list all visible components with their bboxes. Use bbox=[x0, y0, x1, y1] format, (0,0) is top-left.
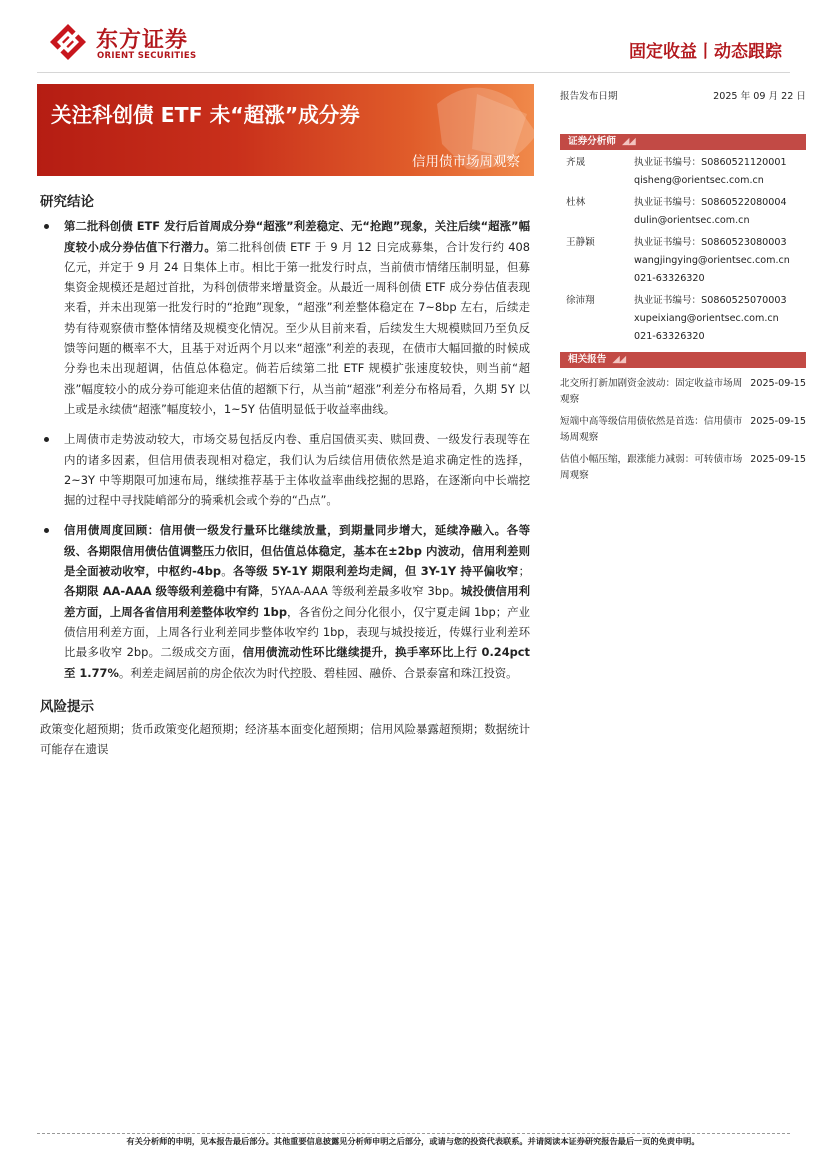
paragraph-body: ，各省份之间分化很小，仅宁夏走阔 1bp；产业债信用利差方面，上周各行业利差同步整体收窄约 1bp，表现与城投接近，传媒行业利差环比最多收窄 2bp。二级成交方面， bbox=[64, 604, 530, 660]
analyst-email[interactable]: qisheng@orientsec.com.cn bbox=[634, 175, 764, 186]
paragraph-emphasis: 各等级 5Y-1Y 期限利差均走阔，但 3Y-1Y 持平偏收窄 bbox=[232, 564, 519, 579]
paragraph-emphasis: 城投债信用利差方面，上周各省信用利差整体收窄约 1bp bbox=[64, 584, 530, 619]
related-report-item[interactable] bbox=[560, 376, 806, 412]
bullet-icon bbox=[44, 437, 49, 442]
related-report-title[interactable]: 短端中高等级信用债依然是首选：信用债市场周观察 bbox=[560, 416, 743, 443]
weekly-review-paragraph bbox=[40, 520, 530, 682]
report-series: 信用债市场周观察 bbox=[412, 154, 520, 170]
paragraph-emphasis: 信用债流动性环比继续提升，换手率环比上行 0.24pct 至 1.77% bbox=[64, 645, 530, 680]
bullet-icon bbox=[44, 528, 49, 533]
analyst-entry bbox=[560, 154, 806, 190]
paragraph-body: 上周债市走势波动较大，市场交易包括反内卷、重启国债买卖、赎回费、一级发行表现等在内的诸多因素，但信用债表现相对稳定，我们认为后续信用债依然是追求确定性的选择，2~3Y 中等期限可加速布局，继续推荐基于主体收益率曲线挖掘的思路，在逐渐向中长端挖掘的过程中寻找陡峭部分的骑乘机会或个券的“凸点”。 bbox=[64, 432, 530, 508]
header-arrows-icon: ◢◢ bbox=[621, 136, 635, 147]
report-title: 关注科创债 ETF 未“超涨”成分券 bbox=[51, 103, 360, 127]
analyst-name: 王静颖 bbox=[566, 237, 595, 248]
analyst-name: 徐沛翔 bbox=[566, 295, 595, 306]
orient-logo-icon bbox=[48, 22, 88, 62]
analyst-name: 杜林 bbox=[566, 197, 586, 208]
related-report-date: 2025-09-15 bbox=[750, 454, 806, 465]
analyst-email[interactable]: xupeixiang@orientsec.com.cn bbox=[634, 313, 779, 324]
bullet-icon bbox=[44, 224, 49, 229]
paragraph-body: 。 bbox=[221, 564, 233, 579]
related-report-date: 2025-09-15 bbox=[750, 378, 806, 389]
analyst-section-header bbox=[560, 134, 806, 150]
risk-text: 政策变化超预期；货币政策变化超预期；经济基本面变化超预期；信用风险暴露超预期；数据统计可能存在遗误 bbox=[40, 722, 530, 757]
related-report-title[interactable]: 北交所打新加剧资金波动：固定收益市场周观察 bbox=[560, 378, 743, 405]
related-report-date: 2025-09-15 bbox=[750, 416, 806, 427]
analyst-entry bbox=[560, 292, 806, 346]
analyst-license: 执业证书编号：S0860522080004 bbox=[634, 197, 787, 208]
footer-disclaimer: 有关分析师的申明，见本报告最后部分。其他重要信息披露见分析师申明之后部分，或请与您的投资代表联系。并请阅读本证券研究报告最后一页的免责申明。 bbox=[126, 1136, 700, 1146]
publish-date-row bbox=[560, 84, 806, 102]
research-conclusion-heading: 研究结论 bbox=[40, 194, 94, 210]
title-banner bbox=[37, 84, 534, 176]
analyst-email[interactable]: dulin@orientsec.com.cn bbox=[634, 215, 750, 226]
header-arrows-icon: ◢◢ bbox=[612, 354, 626, 365]
related-header-label: 相关报告 bbox=[568, 354, 607, 365]
conclusion-paragraph bbox=[40, 216, 530, 419]
paragraph-emphasis: 各期限 AA-AAA 级等级利差稳中有降 bbox=[64, 584, 260, 599]
logo-text-cn: 东方证券 bbox=[96, 28, 189, 53]
company-logo bbox=[48, 22, 223, 62]
conclusion-paragraph bbox=[40, 429, 530, 510]
footer-divider bbox=[37, 1133, 790, 1134]
paragraph-body: 第二批科创债 ETF 于 9 月 12 日完成募集，合计发行约 408 亿元，并定于 9 月 24 日集体上市。相比于第一批发行时点，当前债市情绪压制明显，但募集资金规模还是超过首批，为科创债带来增量资金。从最近一周科创债 ETF 成分券估值表现来看，并未出现第一批发行时的“抢跑”现象，“超涨”利差整体稳定在 7~8bp 左右，后续走势有待观察债市整体情绪及规模变化情况。至少从目前来看，后续发生大规模赎回乃至负反馈等问题的概率不大，且基于对近两个月以来“超涨”利差的表现，在债市大幅回撤的时候成分券也未出现超调，估值总体稳定。倘若后续第二批 ETF 规模扩张速度较快，则当前“超涨”幅度较小的成分券可能迎来估值的超额下行，从当前“超涨”利差分布格局看，久期 5Y 以上或是永续债“超涨”幅度较小，1~5Y 估值明显低于收益率曲线。 bbox=[64, 239, 530, 416]
header-divider bbox=[37, 72, 790, 73]
analyst-entry bbox=[560, 194, 806, 230]
analyst-entry bbox=[560, 234, 806, 288]
paragraph-lead: 信用债周度回顾：信用债一级发行量环比继续放量，到期量同步增大，延续净融入。各等级、各期限信用债估值调整压力依旧，但估值总体稳定，基本在±2bp 内波动，信用利差则是全面被动收窄，中枢约-4bp bbox=[64, 523, 530, 579]
analyst-phone: 021-63326320 bbox=[634, 331, 705, 342]
sidebar bbox=[560, 84, 806, 488]
related-reports-header bbox=[560, 352, 806, 368]
related-report-title[interactable]: 估值小幅压缩，跟涨能力减弱：可转债市场周观察 bbox=[560, 454, 743, 481]
analyst-name: 齐晟 bbox=[566, 157, 586, 168]
analyst-email[interactable]: wangjingying@orientsec.com.cn bbox=[634, 255, 790, 266]
publish-date-label: 报告发布日期 bbox=[560, 91, 618, 102]
paragraph-body: ，5YAA-AAA 等级利差最多收窄 3bp。 bbox=[259, 584, 461, 599]
paragraph-body: ； bbox=[518, 564, 530, 579]
risk-heading: 风险提示 bbox=[40, 698, 94, 715]
analyst-header-label: 证券分析师 bbox=[568, 136, 616, 147]
report-category: 固定收益丨动态跟踪 bbox=[629, 42, 782, 62]
analyst-phone: 021-63326320 bbox=[634, 273, 705, 284]
main-content bbox=[40, 192, 530, 760]
analyst-license: 执业证书编号：S0860523080003 bbox=[634, 237, 787, 248]
paragraph-body: 。利差走阔居前的房企依次为时代控股、碧桂园、融侨、合景泰富和珠江投资。 bbox=[118, 665, 518, 680]
publish-date-value: 2025 年 09 月 22 日 bbox=[713, 91, 806, 102]
paragraph-lead: 第二批科创债 ETF 发行后首周成分券“超涨”利差稳定、无“抢跑”现象，关注后续“超涨”幅度较小成分券估值下行潜力。 bbox=[64, 219, 530, 254]
logo-text-en: ORIENT SECURITIES bbox=[97, 51, 197, 61]
analyst-license: 执业证书编号：S0860525070003 bbox=[634, 295, 787, 306]
related-report-item[interactable] bbox=[560, 452, 806, 488]
related-report-item[interactable] bbox=[560, 414, 806, 450]
analyst-license: 执业证书编号：S0860521120001 bbox=[634, 157, 787, 168]
